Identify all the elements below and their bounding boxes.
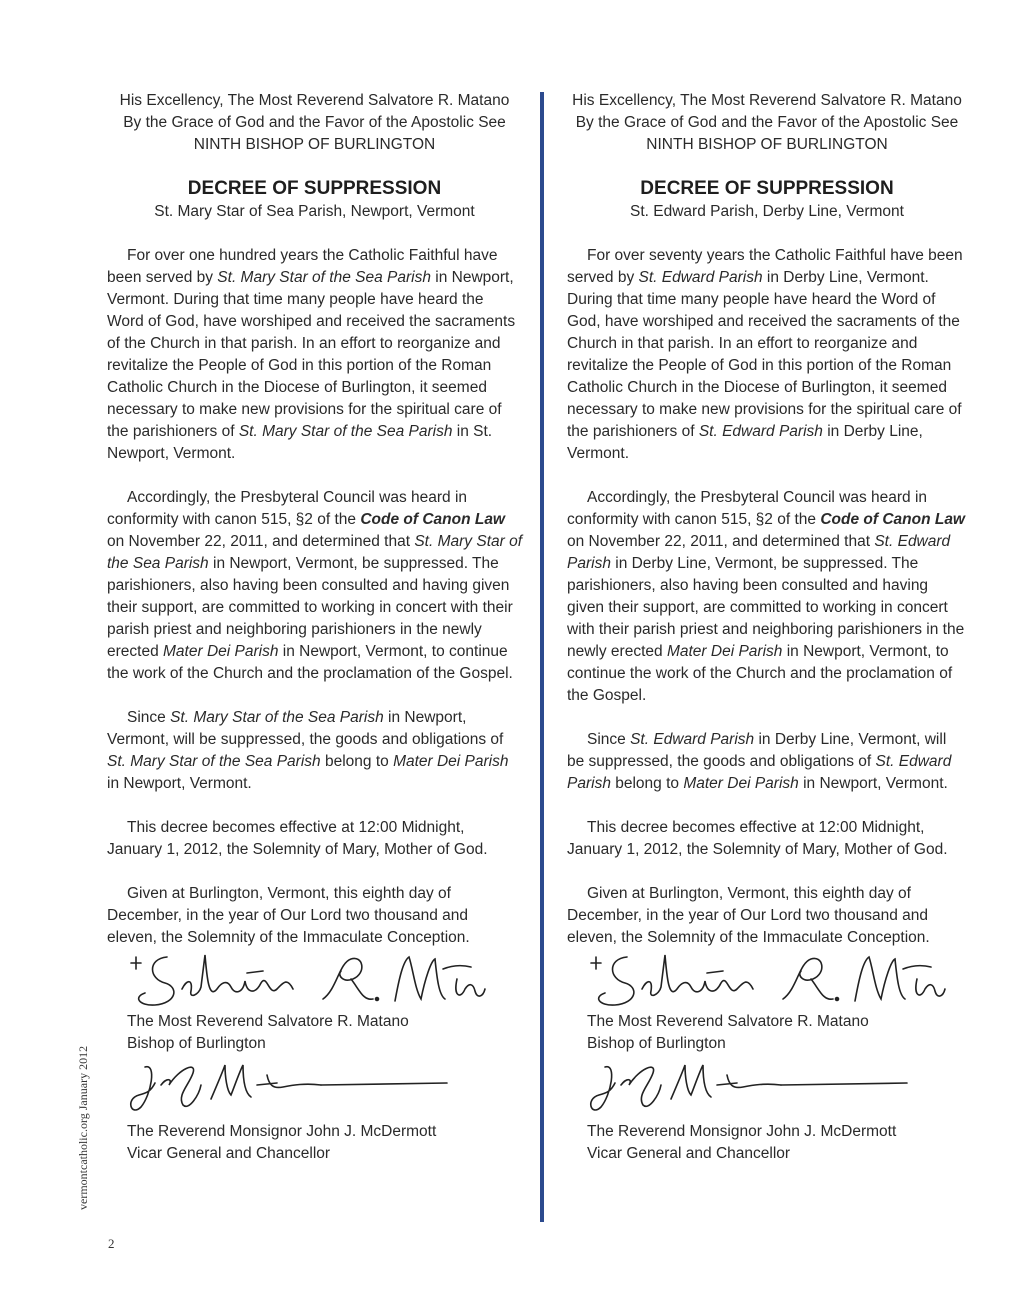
chancellor-signature — [587, 1055, 947, 1121]
decree-subtitle: St. Edward Parish, Derby Line, Vermont — [630, 203, 904, 220]
header-line: NINTH BISHOP OF BURLINGTON — [193, 136, 436, 153]
signer-name: The Reverend Monsignor John J. McDermott — [587, 1123, 897, 1140]
paragraph: Accordingly, the Presbyteral Council was heard in conformity with canon 515, §2 of the Code of Canon Law on November 22, 2011, and determined that St. Edward Parish in Derby Line, Vermont, be suppressed. The parishioners, also having been consulted and having given their support, are committed to working in concert with their parish priest and neighboring parishioners in the newly erected Mater Dei Parish in Newport, Vermont, to continue the work of the Church and the proclamation of the Gospel. — [567, 489, 965, 704]
header-line: His Excellency, The Most Reverend Salvatore R. Matano — [119, 92, 510, 109]
decree-right — [567, 90, 967, 1165]
signature-block — [127, 949, 522, 1165]
signer-title: Bishop of Burlington — [587, 1035, 726, 1052]
header-line: By the Grace of God and the Favor of the Apostolic See — [123, 114, 506, 131]
signer-title: Vicar General and Chancellor — [127, 1145, 331, 1162]
paragraph: For over one hundred years the Catholic Faithful have been served by St. Mary Star of the Sea Parish in Newport, Vermont. During that time many people have heard the Word of God, have worshiped and received the sacraments of the Church in that parish. In an effort to reorganize and revitalize the People of God in this portion of the Roman Catholic Church in the Diocese of Burlington, it seemed necessary to make new provisions for the spiritual care of the parishioners of St. Mary Star of the Sea Parish in St. Newport, Vermont. — [107, 247, 516, 462]
decree-subtitle: St. Mary Star of Sea Parish, Newport, Vermont — [154, 203, 475, 220]
side-footer-text: vermontcatholic.org January 2012 — [76, 1045, 90, 1210]
signer-title: Vicar General and Chancellor — [587, 1145, 791, 1162]
header-line: By the Grace of God and the Favor of the Apostolic See — [575, 114, 959, 131]
paragraph: This decree becomes effective at 12:00 Midnight, January 1, 2012, the Solemnity of Mary, Mother of God. — [567, 819, 948, 858]
signature-block — [587, 949, 967, 1165]
paragraph: Accordingly, the Presbyteral Council was heard in conformity with canon 515, §2 of the Code of Canon Law on November 22, 2011, and determined that St. Mary Star of the Sea Parish in Newport, Vermont, be suppressed. The parishioners, also having been consulted and having given their support, are committed to working in concert with their parish priest and neighboring parishioners in the newly erected Mater Dei Parish in Newport, Vermont, to continue the work of the Church and the proclamation of the Gospel. — [107, 489, 523, 682]
signer-name: The Most Reverend Salvatore R. Matano — [127, 1013, 409, 1030]
header-line: NINTH BISHOP OF BURLINGTON — [646, 136, 888, 153]
signer-title: Bishop of Burlington — [127, 1035, 266, 1052]
paragraph: Since St. Mary Star of the Sea Parish in Newport, Vermont, will be suppressed, the goods and obligations of St. Mary Star of the Sea Parish belong to Mater Dei Parish in Newport, Vermont. — [107, 709, 509, 792]
decree-title: DECREE OF SUPPRESSION — [187, 178, 442, 199]
header-line: His Excellency, The Most Reverend Salvatore R. Matano — [572, 92, 962, 109]
bishop-signature — [127, 949, 487, 1011]
decree-header — [107, 90, 522, 156]
paragraph: Given at Burlington, Vermont, this eighth day of December, in the year of Our Lord two thousand and eleven, the Solemnity of the Immaculate Conception. — [567, 885, 930, 946]
page-number: 2 — [108, 1236, 115, 1251]
column-divider — [540, 92, 544, 1222]
decree-title: DECREE OF SUPPRESSION — [640, 178, 894, 199]
decree-header — [567, 90, 967, 156]
chancellor-signature — [127, 1055, 487, 1121]
paragraph: This decree becomes effective at 12:00 Midnight, January 1, 2012, the Solemnity of Mary, Mother of God. — [107, 819, 488, 858]
paragraph: Given at Burlington, Vermont, this eighth day of December, in the year of Our Lord two thousand and eleven, the Solemnity of the Immaculate Conception. — [107, 885, 470, 946]
signer-name: The Most Reverend Salvatore R. Matano — [587, 1013, 869, 1030]
paragraph: For over seventy years the Catholic Faithful have been served by St. Edward Parish in Derby Line, Vermont. During that time many people have heard the Word of God, have worshiped and received the sacraments of the Church in that parish. In an effort to reorganize and revitalize the People of God in this portion of the Roman Catholic Church in the Diocese of Burlington, it seemed necessary to make new provisions for the spiritual care of the parishioners of St. Edward Parish in Derby Line, Vermont. — [567, 247, 963, 462]
decree-left — [107, 90, 522, 1165]
signer-name: The Reverend Monsignor John J. McDermott — [127, 1123, 437, 1140]
paragraph: Since St. Edward Parish in Derby Line, Vermont, will be suppressed, the goods and obligations of St. Edward Parish belong to Mater Dei Parish in Newport, Vermont. — [567, 731, 952, 792]
bishop-signature — [587, 949, 947, 1011]
